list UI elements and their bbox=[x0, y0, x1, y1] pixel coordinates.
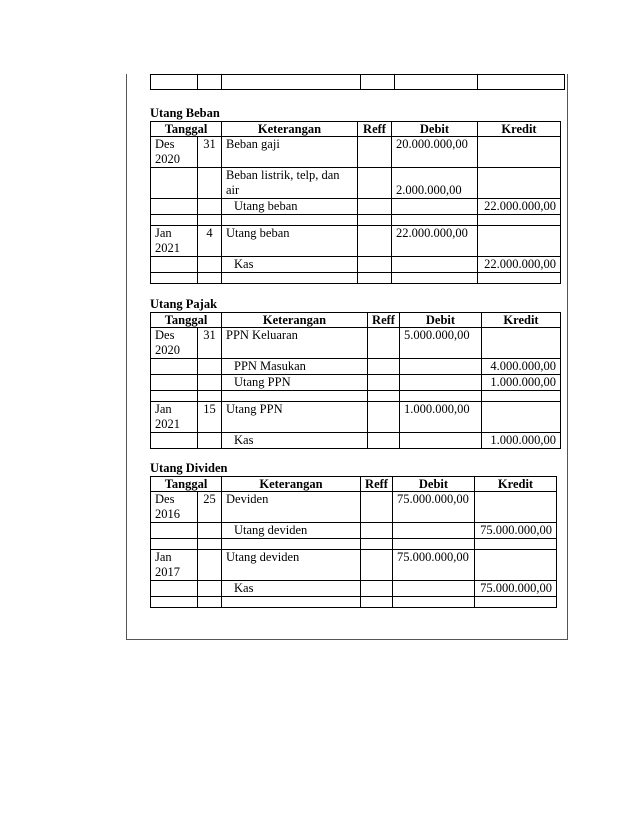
cell-debit: 20.000.000,00 bbox=[392, 137, 478, 168]
col-header-reff: Reff bbox=[358, 122, 392, 137]
cell-kredit bbox=[475, 539, 557, 550]
cell-kredit bbox=[478, 137, 561, 168]
cell-debit: 75.000.000,00 bbox=[393, 492, 475, 523]
cell-kredit: 22.000.000,00 bbox=[478, 257, 561, 273]
cell-month: Jan 2021 bbox=[151, 402, 198, 433]
cell-day bbox=[198, 539, 222, 550]
table-header-row bbox=[151, 477, 557, 492]
cell-month: Jan 2017 bbox=[151, 550, 198, 581]
cell-kredit bbox=[482, 328, 561, 359]
cell-debit bbox=[393, 539, 475, 550]
table-row bbox=[151, 539, 557, 550]
cell-kredit: 75.000.000,00 bbox=[475, 523, 557, 539]
cell-kredit bbox=[475, 492, 557, 523]
cell-day bbox=[198, 215, 222, 226]
cell-debit bbox=[392, 273, 478, 284]
table-row bbox=[151, 492, 557, 523]
cell-reff bbox=[358, 215, 392, 226]
cell-month: Des 2020 bbox=[151, 328, 198, 359]
cell-reff bbox=[368, 433, 400, 449]
cell-day: 25 bbox=[198, 492, 222, 523]
cell-month bbox=[151, 597, 198, 608]
cell-debit: 5.000.000,00 bbox=[400, 328, 482, 359]
col-header-debit: Debit bbox=[393, 477, 475, 492]
cell-keterangan bbox=[222, 215, 358, 226]
cell-reff bbox=[361, 492, 393, 523]
cell-kredit bbox=[478, 168, 561, 199]
journal-table-beban bbox=[150, 121, 561, 284]
col-header-tanggal: Tanggal bbox=[151, 313, 222, 328]
section-title: Utang Beban bbox=[150, 106, 220, 120]
cell-debit: 1.000.000,00 bbox=[400, 402, 482, 433]
col-header-keterangan: Keterangan bbox=[222, 313, 368, 328]
cell-day bbox=[198, 391, 222, 402]
cell-keterangan: Beban gaji bbox=[222, 137, 358, 168]
table-header-row bbox=[151, 313, 561, 328]
cell-month bbox=[151, 391, 198, 402]
table-row bbox=[151, 226, 561, 257]
cell-kredit: 75.000.000,00 bbox=[475, 581, 557, 597]
col-header-reff: Reff bbox=[368, 313, 400, 328]
table-row bbox=[151, 433, 561, 449]
cell-kredit bbox=[475, 597, 557, 608]
section-utang-dividen bbox=[150, 460, 557, 608]
cell-month bbox=[151, 581, 198, 597]
cell-reff bbox=[358, 137, 392, 168]
cell-day bbox=[198, 581, 222, 597]
cell-keterangan: Deviden bbox=[222, 492, 361, 523]
cell-debit bbox=[392, 215, 478, 226]
table-row bbox=[151, 273, 561, 284]
cell-day bbox=[198, 168, 222, 199]
cell-day: 31 bbox=[198, 328, 222, 359]
cell-keterangan: Kas bbox=[222, 581, 361, 597]
cell-day bbox=[198, 550, 222, 581]
cell-reff bbox=[358, 168, 392, 199]
cell-day bbox=[198, 273, 222, 284]
table-row bbox=[151, 581, 557, 597]
cell-day: 15 bbox=[198, 402, 222, 433]
cell-keterangan: PPN Masukan bbox=[222, 359, 368, 375]
cell-kredit: 4.000.000,00 bbox=[482, 359, 561, 375]
cell-month: Des 2020 bbox=[151, 137, 198, 168]
cell-reff bbox=[361, 550, 393, 581]
cell-month bbox=[151, 433, 198, 449]
col-header-tanggal: Tanggal bbox=[151, 122, 222, 137]
col-header-reff: Reff bbox=[361, 477, 393, 492]
col-header-debit: Debit bbox=[400, 313, 482, 328]
cell-keterangan: Utang beban bbox=[222, 199, 358, 215]
cell-reff bbox=[361, 597, 393, 608]
cell-month bbox=[151, 168, 198, 199]
cell-day bbox=[198, 433, 222, 449]
cell-debit bbox=[400, 433, 482, 449]
cell-month bbox=[151, 359, 198, 375]
cell-kredit bbox=[478, 215, 561, 226]
table-row bbox=[151, 523, 557, 539]
cell-reff bbox=[361, 539, 393, 550]
col-header-debit: Debit bbox=[392, 122, 478, 137]
cell-debit bbox=[400, 359, 482, 375]
cell-reff bbox=[358, 273, 392, 284]
table-row bbox=[151, 550, 557, 581]
cell-month bbox=[151, 375, 198, 391]
cell-day bbox=[198, 359, 222, 375]
table-row bbox=[151, 391, 561, 402]
table-row bbox=[151, 137, 561, 168]
previous-table-strip bbox=[150, 74, 565, 90]
cell-keterangan: Kas bbox=[222, 433, 368, 449]
cell-month bbox=[151, 523, 198, 539]
cell-debit bbox=[393, 581, 475, 597]
cell-keterangan bbox=[222, 273, 358, 284]
cell-debit: 22.000.000,00 bbox=[392, 226, 478, 257]
table-row bbox=[151, 75, 565, 90]
journal-table-dividen bbox=[150, 476, 557, 608]
cell-keterangan bbox=[222, 597, 361, 608]
cell-debit bbox=[392, 199, 478, 215]
section-title: Utang Dividen bbox=[150, 461, 228, 475]
cell-keterangan bbox=[222, 391, 368, 402]
cell-reff bbox=[368, 359, 400, 375]
col-header-kredit: Kredit bbox=[478, 122, 561, 137]
section-title: Utang Pajak bbox=[150, 297, 218, 311]
cell-day bbox=[198, 597, 222, 608]
cell-debit bbox=[400, 375, 482, 391]
cell-reff bbox=[358, 199, 392, 215]
table-header-row bbox=[151, 122, 561, 137]
cell-day: 4 bbox=[198, 226, 222, 257]
table-row bbox=[151, 257, 561, 273]
section-utang-beban bbox=[150, 105, 561, 284]
col-header-kredit: Kredit bbox=[475, 477, 557, 492]
table-row bbox=[151, 359, 561, 375]
cell-reff bbox=[368, 375, 400, 391]
cell-keterangan: Beban listrik, telp, dan air bbox=[222, 168, 358, 199]
cell-kredit bbox=[482, 402, 561, 433]
cell-keterangan: Utang beban bbox=[222, 226, 358, 257]
cell-reff bbox=[358, 257, 392, 273]
cell-keterangan bbox=[222, 539, 361, 550]
cell-kredit bbox=[475, 550, 557, 581]
cell-day bbox=[198, 375, 222, 391]
cell-debit: 75.000.000,00 bbox=[393, 550, 475, 581]
cell-month bbox=[151, 273, 198, 284]
cell-month bbox=[151, 215, 198, 226]
cell-keterangan: Utang PPN bbox=[222, 375, 368, 391]
cell-keterangan: Utang deviden bbox=[222, 550, 361, 581]
cell-day bbox=[198, 523, 222, 539]
cell-month bbox=[151, 539, 198, 550]
cell-reff bbox=[368, 328, 400, 359]
cell-keterangan: Kas bbox=[222, 257, 358, 273]
table-row bbox=[151, 597, 557, 608]
cell-month bbox=[151, 199, 198, 215]
col-header-tanggal: Tanggal bbox=[151, 477, 222, 492]
cell-day bbox=[198, 199, 222, 215]
col-header-keterangan: Keterangan bbox=[222, 477, 361, 492]
cell-reff bbox=[368, 402, 400, 433]
cell-month: Des 2016 bbox=[151, 492, 198, 523]
cell-debit bbox=[393, 597, 475, 608]
cell-reff bbox=[358, 226, 392, 257]
cell-reff bbox=[361, 581, 393, 597]
section-utang-pajak bbox=[150, 296, 561, 449]
col-header-keterangan: Keterangan bbox=[222, 122, 358, 137]
cell-kredit: 1.000.000,00 bbox=[482, 433, 561, 449]
table-row bbox=[151, 215, 561, 226]
cell-day bbox=[198, 257, 222, 273]
cell-kredit: 1.000.000,00 bbox=[482, 375, 561, 391]
cell-keterangan: Utang deviden bbox=[222, 523, 361, 539]
cell-debit bbox=[393, 523, 475, 539]
cell-kredit bbox=[478, 226, 561, 257]
table-row bbox=[151, 168, 561, 199]
cell-keterangan: PPN Keluaran bbox=[222, 328, 368, 359]
cell-reff bbox=[368, 391, 400, 402]
journal-table-pajak bbox=[150, 312, 561, 449]
table-row bbox=[151, 199, 561, 215]
cell-kredit: 22.000.000,00 bbox=[478, 199, 561, 215]
cell-kredit bbox=[478, 273, 561, 284]
cell-debit bbox=[400, 391, 482, 402]
cell-debit: 2.000.000,00 bbox=[392, 168, 478, 199]
cell-reff bbox=[361, 523, 393, 539]
cell-keterangan: Utang PPN bbox=[222, 402, 368, 433]
col-header-kredit: Kredit bbox=[482, 313, 561, 328]
table-row bbox=[151, 375, 561, 391]
cell-month: Jan 2021 bbox=[151, 226, 198, 257]
cell-day: 31 bbox=[198, 137, 222, 168]
cell-kredit bbox=[482, 391, 561, 402]
cell-month bbox=[151, 257, 198, 273]
table-row bbox=[151, 402, 561, 433]
table-row bbox=[151, 328, 561, 359]
cell-debit bbox=[392, 257, 478, 273]
